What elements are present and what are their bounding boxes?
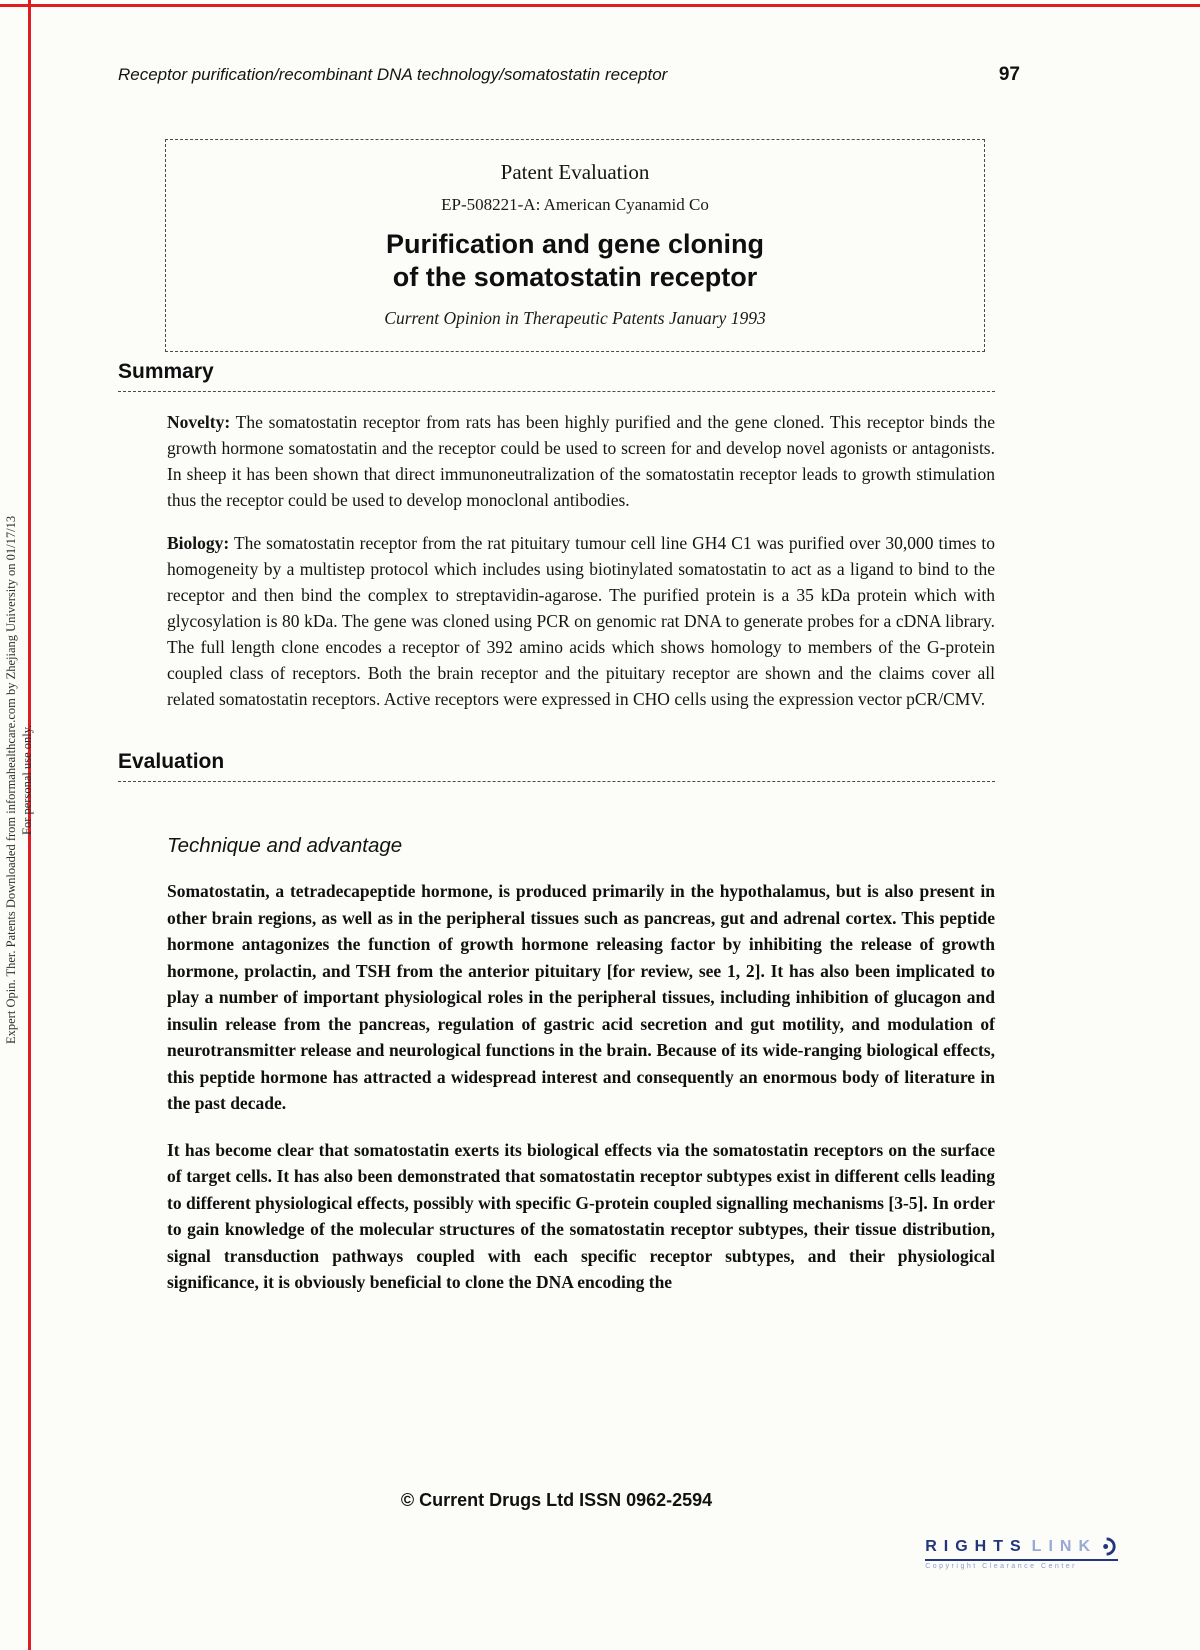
article-title-line2: of the somatostatin receptor bbox=[392, 262, 758, 292]
rightslink-mark-icon bbox=[1099, 1537, 1118, 1556]
patent-title-box bbox=[165, 139, 985, 352]
rightslink-wordmark bbox=[925, 1537, 1118, 1556]
page-number: 97 bbox=[998, 64, 1020, 85]
copyright-line: © Current Drugs Ltd ISSN 0962-2594 bbox=[400, 1490, 713, 1510]
biology-label: Biology: bbox=[167, 533, 230, 553]
novelty-text: The somatostatin receptor from rats has been highly purified and the gene cloned. This receptor binds the growth hormone somatostatin and the receptor could be used to screen for and develop novel agonists or antagonists. In sheep it has been shown that direct immunoneutralization of the somatostatin receptor leads to growth stimulation thus the receptor could be used to develop monoclonal antibodies. bbox=[167, 412, 995, 510]
article-title bbox=[196, 228, 954, 294]
download-stamp-line2: For personal use only. bbox=[20, 724, 34, 836]
biology-text: The somatostatin receptor from the rat pituitary tumour cell line GH4 C1 was purified over 30,000 times to homogeneity by a multistep protocol which includes using biotinylated somatostatin to act as a ligand to bind to the receptor and then bind the complex to streptavidin-agarose. The purified protein is a 35 kDa protein which with glycosylation is 80 kDa. The gene was cloned using PCR on genomic rat DNA to generate probes for a cDNA library. The full length clone encodes a receptor of 392 amino acids which shows homology to members of the G-protein coupled class of receptors. Both the brain receptor and the pituitary receptor are shown and the claims cover all related somatostatin receptors. Active receptors were expressed in CHO cells using the expression vector pCR/CMV. bbox=[167, 533, 996, 709]
novelty-label: Novelty: bbox=[167, 412, 231, 432]
rightslink-rights-text: RIGHTS bbox=[925, 1537, 1028, 1555]
rightslink-link-text: LINK bbox=[1031, 1537, 1097, 1555]
patent-evaluation-kicker: Patent Evaluation bbox=[500, 160, 650, 184]
rightslink-logo[interactable] bbox=[925, 1537, 1118, 1570]
article-title-line1: Purification and gene cloning bbox=[385, 229, 765, 259]
evaluation-section-rule bbox=[118, 750, 995, 782]
evaluation-paragraph-2: It has become clear that somatostatin exerts its biological effects via the somatostatin receptors on the surface of target cells. It has also been demonstrated that somatostatin receptor subtypes exist in different cells leading to different physiological effects, possibly with specific G-protein coupled signalling mechanisms [3-5]. In order to gain knowledge of the molecular structures of the somatostatin receptor subtypes, their tissue distribution, signal transduction pathways coupled with each specific receptor subtypes, and their physiological significance, it is obviously beneficial to clone the DNA encoding the bbox=[167, 1139, 995, 1292]
journal-source: Current Opinion in Therapeutic Patents January 1993 bbox=[384, 308, 766, 328]
running-header bbox=[118, 64, 1020, 86]
download-stamp-line1: Expert Opin. Ther. Patents Downloaded from informahealthcare.com by Zhejiang University on 01/17/13 bbox=[4, 515, 18, 1045]
summary-section-rule bbox=[118, 360, 995, 392]
biology-paragraph bbox=[118, 530, 995, 712]
scan-artifact-top-line bbox=[0, 4, 1200, 7]
evaluation-paragraph-1: Somatostatin, a tetradecapeptide hormone, is produced primarily in the hypothalamus, but is also present in other brain regions, as well as in the peripheral tissues such as pancreas, gut and adrenal cortex. This peptide hormone antagonizes the function of growth hormone releasing factor by inhibiting the release of growth hormone, prolactin, and TSH from the anterior pituitary [for review, see 1, 2]. It has also been implicated to play a number of important physiological roles in the peripheral tissues, including inhibition of glucagon and insulin release from the pancreas, regulation of gastric acid secretion and gut motility, and modulation of neurotransmitter release and neurological functions in the brain. Because of its wide-ranging biological effects, this peptide hormone has attracted a widespread interest and consequently an enormous body of literature in the past decade. bbox=[167, 881, 995, 1113]
technique-subheading: Technique and advantage bbox=[167, 834, 403, 857]
novelty-paragraph bbox=[118, 409, 995, 513]
patent-id: EP-508221-A: American Cyanamid Co bbox=[441, 195, 709, 214]
rightslink-underline bbox=[925, 1559, 1118, 1561]
running-title: Receptor purification/recombinant DNA technology/somatostatin receptor bbox=[118, 65, 668, 84]
download-stamp bbox=[4, 380, 35, 1180]
summary-heading: Summary bbox=[118, 360, 214, 383]
evaluation-heading: Evaluation bbox=[118, 750, 225, 773]
rightslink-tagline: Copyright Clearance Center bbox=[925, 1563, 1077, 1570]
main-column bbox=[118, 360, 995, 1296]
